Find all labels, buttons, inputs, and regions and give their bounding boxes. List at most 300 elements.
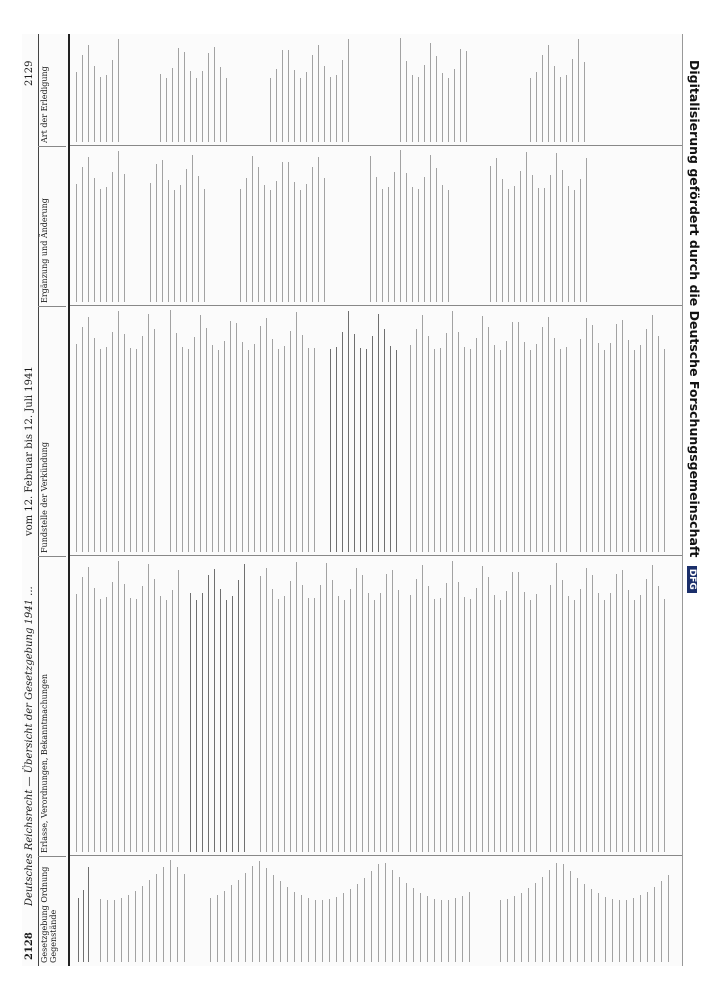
text-line [188, 349, 189, 552]
text-line [446, 583, 447, 852]
text-line [124, 334, 125, 552]
text-line [440, 348, 441, 552]
header-title: Deutsches Reichsrecht — Übersicht der Gesetzgebung 1941 ... [24, 586, 35, 906]
text-line [520, 171, 521, 302]
text-line [506, 591, 507, 852]
text-line [634, 600, 635, 852]
text-line [78, 898, 79, 962]
text-line [448, 900, 449, 962]
text-line [194, 337, 195, 552]
text-line [428, 336, 429, 552]
text-line [190, 593, 191, 852]
text-line [661, 881, 662, 962]
text-line [350, 889, 351, 962]
text-line [506, 341, 507, 552]
text-line [246, 178, 247, 302]
text-line [556, 153, 557, 302]
text-line [578, 39, 579, 142]
text-line [178, 48, 179, 142]
text-line [556, 563, 557, 852]
text-line [548, 45, 549, 142]
text-line [88, 567, 89, 852]
text-line [244, 564, 245, 852]
text-line [148, 314, 149, 552]
text-line [236, 323, 237, 552]
text-line [548, 317, 549, 552]
text-line [290, 331, 291, 552]
text-line [619, 900, 620, 962]
text-line [406, 61, 407, 142]
text-line [592, 325, 593, 552]
text-line [308, 898, 309, 962]
text-line [106, 187, 107, 302]
text-line [360, 348, 361, 552]
text-line [406, 883, 407, 962]
text-line [106, 347, 107, 552]
text-line [500, 350, 501, 552]
text-line [598, 593, 599, 852]
text-line [212, 345, 213, 552]
text-line [184, 52, 185, 142]
text-line [142, 886, 143, 962]
text-line [336, 897, 337, 962]
text-line [163, 867, 164, 962]
text-line [218, 350, 219, 552]
text-line [514, 896, 515, 962]
text-line [330, 77, 331, 142]
text-line [538, 188, 539, 302]
text-line [436, 168, 437, 302]
text-line [272, 339, 273, 552]
text-line [206, 328, 207, 552]
text-line [210, 898, 211, 962]
text-line [454, 69, 455, 142]
text-line [372, 336, 373, 552]
text-line [400, 150, 401, 302]
text-line [88, 317, 89, 552]
text-line [83, 890, 84, 962]
text-line [535, 883, 536, 962]
text-line [586, 318, 587, 552]
text-line [166, 78, 167, 142]
text-line [88, 157, 89, 302]
text-line [385, 863, 386, 962]
text-line [238, 880, 239, 962]
text-line [174, 190, 175, 302]
text-line [190, 71, 191, 142]
text-line [356, 568, 357, 852]
text-line [604, 600, 605, 852]
text-line [430, 155, 431, 302]
text-line [260, 326, 261, 552]
text-line [231, 885, 232, 962]
text-line [94, 66, 95, 142]
text-line [107, 900, 108, 962]
text-line [252, 156, 253, 302]
text-line [591, 889, 592, 962]
text-line [224, 891, 225, 962]
text-line [357, 884, 358, 962]
text-line [556, 863, 557, 962]
text-line [448, 78, 449, 142]
text-line [76, 184, 77, 302]
text-line [342, 60, 343, 142]
text-line [586, 568, 587, 852]
text-line [177, 867, 178, 962]
text-line [312, 55, 313, 142]
text-line [542, 327, 543, 552]
text-line [254, 344, 255, 552]
text-line [412, 187, 413, 302]
text-line [118, 561, 119, 852]
text-line [172, 68, 173, 142]
text-line [182, 347, 183, 552]
text-line [470, 349, 471, 552]
text-line [124, 174, 125, 302]
text-line [196, 600, 197, 852]
text-line [118, 311, 119, 552]
text-line [362, 575, 363, 852]
text-line [580, 179, 581, 302]
text-line [238, 580, 239, 852]
text-line [416, 329, 417, 552]
text-line [100, 599, 101, 852]
text-line [536, 594, 537, 852]
text-line [136, 599, 137, 852]
text-line [166, 600, 167, 852]
text-line [196, 78, 197, 142]
column-header-3: Fundstelle der Verkündung [38, 306, 66, 556]
text-line [302, 585, 303, 852]
text-line [348, 39, 349, 142]
text-line [430, 43, 431, 142]
text-line [226, 78, 227, 142]
text-line [434, 349, 435, 552]
text-line [302, 335, 303, 552]
text-line [566, 75, 567, 142]
text-line [343, 893, 344, 962]
text-line [100, 189, 101, 302]
page-header [22, 34, 39, 966]
text-line [280, 881, 281, 962]
text-line [342, 332, 343, 552]
text-line [232, 596, 233, 852]
text-line [378, 864, 379, 962]
text-line [82, 167, 83, 302]
text-line [276, 69, 277, 142]
text-line [336, 347, 337, 552]
text-line [500, 600, 501, 852]
text-line [580, 339, 581, 552]
text-line [112, 172, 113, 302]
text-line [528, 888, 529, 962]
text-line [512, 572, 513, 852]
text-line [549, 870, 550, 962]
text-line [376, 177, 377, 302]
text-line [507, 899, 508, 962]
column-1 [70, 855, 682, 966]
text-line [248, 350, 249, 552]
text-line [160, 74, 161, 142]
text-line [371, 871, 372, 962]
text-line [604, 350, 605, 552]
text-line [224, 341, 225, 552]
text-line [524, 342, 525, 552]
text-line [612, 899, 613, 962]
text-line [112, 582, 113, 852]
text-line [252, 866, 253, 962]
text-line [288, 162, 289, 302]
text-line [410, 595, 411, 852]
text-line [577, 878, 578, 962]
text-line [100, 77, 101, 142]
text-line [100, 899, 101, 962]
text-line [82, 577, 83, 852]
text-line [142, 336, 143, 552]
text-line [296, 562, 297, 852]
text-line [572, 59, 573, 142]
text-line [502, 179, 503, 302]
text-line [324, 178, 325, 302]
text-line [384, 329, 385, 552]
text-line [272, 589, 273, 852]
text-line [494, 345, 495, 552]
text-line [544, 188, 545, 302]
text-line [476, 588, 477, 852]
text-line [128, 895, 129, 962]
text-line [496, 158, 497, 302]
text-line [348, 311, 349, 552]
text-line [326, 563, 327, 852]
text-line [301, 895, 302, 962]
text-line [294, 892, 295, 962]
text-line [628, 590, 629, 852]
text-line [412, 75, 413, 142]
text-line [400, 38, 401, 142]
text-line [306, 72, 307, 142]
text-line [392, 870, 393, 962]
text-line [112, 332, 113, 552]
text-line [314, 598, 315, 852]
text-line [270, 78, 271, 142]
text-line [186, 169, 187, 302]
text-line [622, 320, 623, 552]
text-line [524, 592, 525, 852]
text-line [658, 336, 659, 552]
text-line [338, 596, 339, 852]
text-line [149, 880, 150, 962]
text-line [452, 561, 453, 852]
text-line [427, 896, 428, 962]
text-line [106, 75, 107, 142]
text-line [563, 864, 564, 962]
text-line [308, 348, 309, 552]
text-line [330, 349, 331, 552]
text-line [628, 340, 629, 552]
text-line [168, 180, 169, 302]
text-line [308, 598, 309, 852]
text-line [664, 349, 665, 552]
text-line [386, 574, 387, 852]
text-line [441, 900, 442, 962]
text-line [184, 874, 185, 962]
text-line [460, 49, 461, 142]
text-line [154, 579, 155, 852]
text-line [640, 345, 641, 552]
text-line [646, 329, 647, 552]
text-line [314, 348, 315, 552]
text-line [296, 312, 297, 552]
text-line [208, 575, 209, 852]
text-line [344, 600, 345, 852]
text-line [584, 884, 585, 962]
text-line [476, 338, 477, 552]
text-line [440, 598, 441, 852]
text-line [448, 190, 449, 302]
column-3 [70, 305, 682, 556]
text-line [259, 861, 260, 962]
text-line [354, 334, 355, 552]
text-line [584, 62, 585, 142]
text-line [245, 873, 246, 962]
text-line [610, 593, 611, 852]
text-line [88, 867, 89, 962]
text-line [270, 190, 271, 302]
text-line [616, 574, 617, 852]
text-line [532, 175, 533, 302]
text-line [160, 596, 161, 852]
text-line [464, 597, 465, 852]
text-line [290, 581, 291, 852]
text-line [312, 167, 313, 302]
text-line [521, 893, 522, 962]
header-right-number: 2129 [24, 60, 35, 86]
text-line [230, 321, 231, 552]
text-line [428, 586, 429, 852]
text-line [300, 190, 301, 302]
text-line [542, 877, 543, 962]
text-line [121, 898, 122, 962]
header-date: vom 12. Februar bis 12. Juli 1941 [24, 366, 35, 536]
watermark-text: Digitalisierung gefördert durch die Deutsche Forschungsgemeinschaft [687, 60, 702, 558]
text-line [318, 157, 319, 302]
text-line [668, 875, 669, 962]
text-line [530, 350, 531, 552]
text-line [220, 589, 221, 852]
text-line [568, 596, 569, 852]
text-line [574, 190, 575, 302]
text-line [394, 172, 395, 302]
text-line [176, 333, 177, 552]
text-line [442, 73, 443, 142]
text-line [434, 599, 435, 852]
text-line [436, 56, 437, 142]
column-header-4: Ergänzung und Änderung [38, 146, 66, 306]
text-line [217, 895, 218, 962]
dfg-watermark [684, 60, 704, 960]
text-line [180, 185, 181, 302]
text-line [124, 584, 125, 852]
text-line [94, 588, 95, 852]
text-line [605, 897, 606, 962]
text-line [214, 47, 215, 142]
text-line [202, 71, 203, 142]
rotated-table [22, 34, 682, 966]
text-line [434, 899, 435, 962]
column-header-5: Art der Erledigung [40, 66, 49, 143]
text-line [266, 868, 267, 962]
text-line [278, 599, 279, 852]
dfg-logo: DFG [687, 566, 697, 593]
text-line [500, 900, 501, 962]
text-line [378, 314, 379, 552]
text-line [202, 593, 203, 852]
text-line [278, 349, 279, 552]
text-line [198, 176, 199, 302]
text-line [560, 77, 561, 142]
text-line [390, 346, 391, 552]
text-line [82, 327, 83, 552]
page-number: 2128 [24, 932, 35, 960]
text-line [550, 175, 551, 302]
text-line [322, 900, 323, 962]
text-line [320, 585, 321, 852]
text-line [88, 45, 89, 142]
text-line [554, 338, 555, 552]
text-line [494, 595, 495, 852]
text-line [76, 594, 77, 852]
header-rule [68, 34, 70, 966]
text-line [550, 585, 551, 852]
text-line [200, 315, 201, 552]
text-line [422, 565, 423, 852]
text-line [370, 156, 371, 302]
text-line [562, 170, 563, 302]
text-line [640, 895, 641, 962]
text-line [106, 597, 107, 852]
text-line [542, 55, 543, 142]
text-line [150, 183, 151, 302]
text-line [282, 50, 283, 142]
text-line [114, 900, 115, 962]
text-line [276, 181, 277, 302]
text-line [156, 874, 157, 962]
text-line [446, 333, 447, 552]
text-line [178, 570, 179, 852]
text-line [560, 349, 561, 552]
text-line [368, 593, 369, 852]
text-line [332, 580, 333, 852]
text-line [640, 595, 641, 852]
text-line [452, 311, 453, 552]
text-line [315, 900, 316, 962]
text-line [420, 893, 421, 962]
text-line [156, 164, 157, 302]
text-line [374, 600, 375, 852]
column-header-1: Gesetzgebung Ordnung Gegenstände [38, 856, 66, 966]
text-line [287, 887, 288, 962]
text-line [136, 349, 137, 552]
text-line [396, 350, 397, 552]
text-line [266, 568, 267, 852]
text-line [482, 316, 483, 552]
text-line [258, 167, 259, 302]
text-line [646, 579, 647, 852]
text-line [508, 189, 509, 302]
text-line [518, 322, 519, 552]
text-line [554, 66, 555, 142]
text-line [82, 55, 83, 142]
